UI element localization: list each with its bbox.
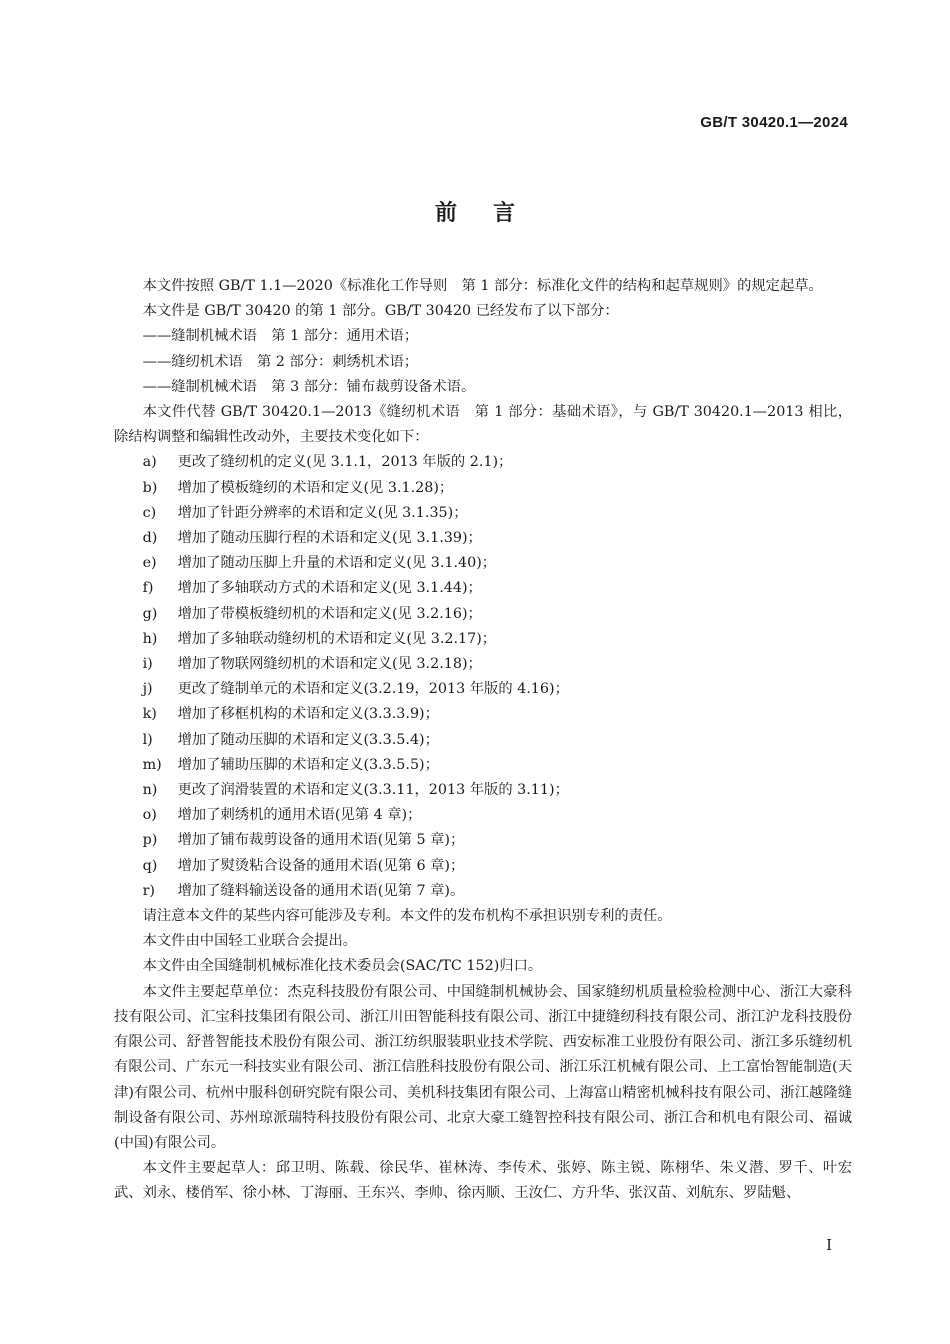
change-label: f)	[142, 580, 154, 597]
change-text: 增加了模板缝纫的术语和定义(见 3.1.28)；	[177, 479, 454, 496]
change-label: h)	[142, 630, 158, 647]
change-text: 增加了随动压脚行程的术语和定义(见 3.1.39)；	[177, 530, 482, 547]
change-text: 增加了刺绣机的通用术语(见第 4 章)；	[177, 807, 422, 824]
change-label: p)	[142, 832, 158, 849]
change-label: g)	[142, 605, 158, 622]
change-label: q)	[142, 857, 158, 874]
change-item	[114, 501, 852, 526]
change-item	[114, 526, 852, 551]
change-label: e)	[142, 555, 157, 572]
paragraph-parts-intro: 本文件是 GB/T 30420 的第 1 部分。GB/T 30420 已经发布了以下部分：	[142, 303, 619, 320]
paragraph-drafting-units: 本文件主要起草单位：杰克科技股份有限公司、中国缝制机械协会、国家缝纫机质量检验检测中心、浙江大豪科技有限公司、汇宝科技集团有限公司、浙江川田智能科技有限公司、浙江中捷缝纫科技有限公司、浙江沪龙科技股份有限公司、舒普智能技术股份有限公司、浙江纺织服装职业技术学院、西安标准工业股份有限公司、浙江多乐缝纫机有限公司、广东元一科技实业有限公司、浙江信胜科技股份有限公司、浙江乐江机械有限公司、上工富怡智能制造(天津)有限公司、杭州中服科创研究院有限公司、美机科技集团有限公司、上海富山精密机械科技有限公司、浙江越隆缝制设备有限公司、苏州琼派瑞特科技股份有限公司、北京大豪工缝智控科技有限公司、浙江合和机电有限公司、福诚(中国)有限公司。	[114, 983, 852, 1151]
change-item	[114, 753, 852, 778]
change-text: 增加了移框机构的术语和定义(3.3.3.9)；	[177, 706, 439, 723]
page-number: I	[826, 1236, 832, 1254]
change-text: 增加了缝料输送设备的通用术语(见第 7 章)。	[177, 882, 465, 899]
change-item	[114, 828, 852, 853]
change-item	[114, 450, 852, 475]
change-item	[114, 778, 852, 803]
change-item	[114, 702, 852, 727]
change-label: k)	[142, 706, 157, 723]
change-label: i)	[142, 656, 153, 673]
change-text: 增加了随动压脚上升量的术语和定义(见 3.1.40)；	[177, 555, 497, 572]
change-label: m)	[142, 756, 162, 773]
paragraph-patent-notice: 请注意本文件的某些内容可能涉及专利。本文件的发布机构不承担识别专利的责任。	[142, 908, 672, 925]
change-item	[114, 652, 852, 677]
change-item	[114, 879, 852, 904]
change-label: o)	[142, 807, 157, 824]
change-text: 更改了缝制单元的术语和定义(3.2.19，2013 年版的 4.16)；	[177, 681, 569, 698]
change-label: d)	[142, 530, 158, 547]
paragraph-committee: 本文件由全国缝制机械标准化技术委员会(SAC/TC 152)归口。	[142, 958, 543, 975]
change-text: 增加了熨烫粘合设备的通用术语(见第 6 章)；	[177, 857, 465, 874]
change-text: 增加了多轴联动缝纫机的术语和定义(见 3.2.17)；	[177, 630, 497, 647]
change-item	[114, 728, 852, 753]
change-text: 增加了辅助压脚的术语和定义(3.3.5.5)；	[177, 756, 439, 773]
change-item	[114, 476, 852, 501]
change-text: 增加了带模板缝纫机的术语和定义(见 3.2.16)；	[177, 605, 482, 622]
parts-list-item: ——缝纫机术语 第 2 部分：刺绣机术语；	[142, 353, 419, 370]
change-label: n)	[142, 782, 158, 799]
change-text: 更改了缝纫机的定义(见 3.1.1，2013 年版的 2.1)；	[177, 454, 513, 471]
change-label: l)	[142, 731, 153, 748]
change-label: j)	[142, 681, 153, 698]
change-label: a)	[142, 454, 157, 471]
paragraph-drafting-rules: 本文件按照 GB/T 1.1—2020《标准化工作导则 第 1 部分：标准化文件的结构和起草规则》的规定起草。	[142, 278, 823, 294]
parts-list-item: ——缝制机械术语 第 1 部分：通用术语；	[142, 328, 419, 345]
parts-list-item: ——缝制机械术语 第 3 部分：铺布裁剪设备术语。	[142, 378, 476, 395]
change-text: 增加了多轴联动方式的术语和定义(见 3.1.44)；	[177, 580, 482, 597]
change-item	[114, 677, 852, 702]
page-title: 前言	[434, 201, 551, 226]
change-text: 增加了物联网缝纫机的术语和定义(见 3.2.18)；	[177, 656, 482, 673]
change-label: c)	[142, 504, 157, 521]
change-item	[114, 551, 852, 576]
change-text: 增加了铺布裁剪设备的通用术语(见第 5 章)；	[177, 832, 465, 849]
document-id: GB/T 30420.1—2024	[700, 114, 848, 131]
change-label: r)	[142, 882, 156, 899]
change-item	[114, 576, 852, 601]
change-text: 增加了针距分辨率的术语和定义(见 3.1.35)；	[177, 504, 468, 521]
change-text: 更改了润滑装置的术语和定义(3.3.11，2013 年版的 3.11)；	[177, 782, 569, 799]
paragraph-drafters: 本文件主要起草人：邱卫明、陈载、徐民华、崔林涛、李传术、张婷、陈主锐、陈栩华、朱义潜、罗千、叶宏武、刘永、楼俏军、徐小林、丁海丽、王东兴、李帅、徐丙顺、王汝仁、方升华、张汉苗、刘航东、罗陆魁、	[114, 1160, 852, 1202]
paragraph-proposer: 本文件由中国轻工业联合会提出。	[142, 933, 358, 950]
paragraph-replacement: 本文件代替 GB/T 30420.1—2013《缝纫机术语 第 1 部分：基础术语》，与 GB/T 30420.1—2013 相比，除结构调整和编辑性改动外，主要技术变化如下：	[114, 404, 852, 446]
change-text: 增加了随动压脚的术语和定义(3.3.5.4)；	[177, 731, 439, 748]
change-item	[114, 602, 852, 627]
foreword-body	[114, 274, 852, 1207]
change-item	[114, 854, 852, 879]
change-item	[114, 627, 852, 652]
change-item	[114, 803, 852, 828]
change-label: b)	[142, 479, 158, 496]
